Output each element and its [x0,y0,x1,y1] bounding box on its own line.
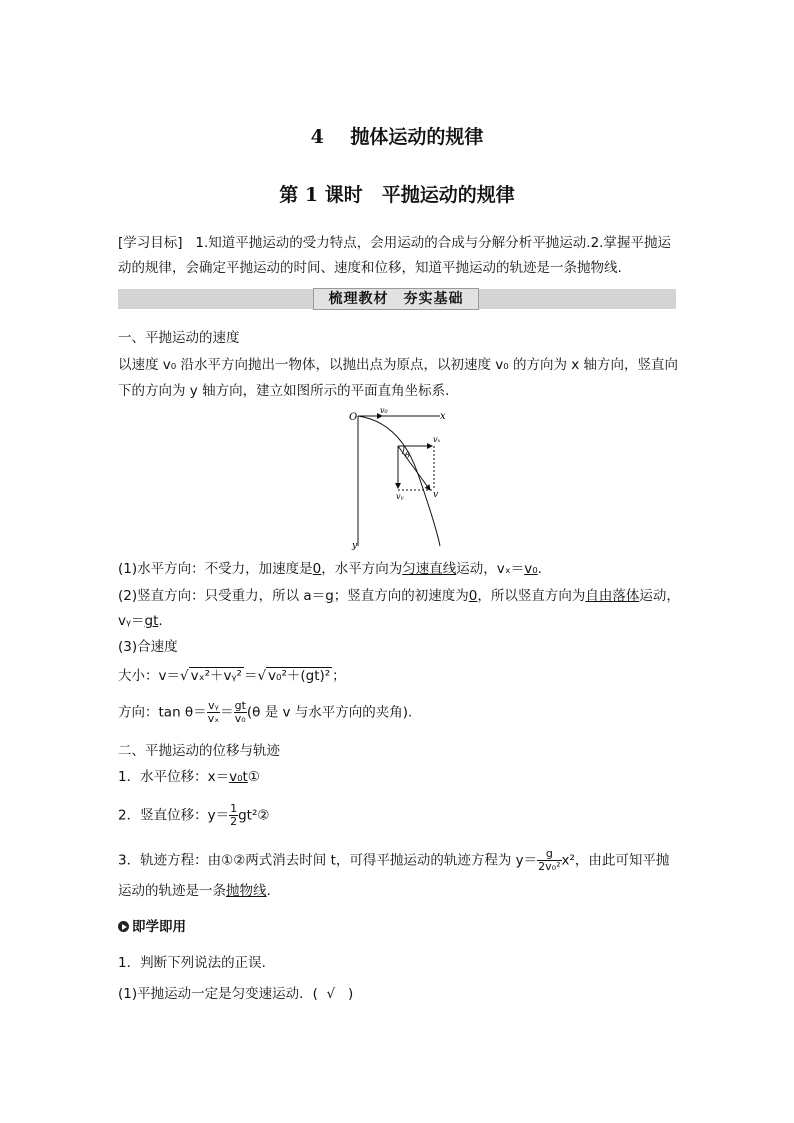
numerator: vᵧ [208,699,219,712]
answer-blank: gt [144,613,159,629]
magnitude-formula: 大小：v＝√ vₓ²＋vᵧ² ＝√ v₀²＋(gt)² ； [118,668,346,684]
answer-blank: 抛物线 [226,883,267,899]
text-seg: ；竖直方向的初速度为 [333,588,469,604]
lesson-title: 第 1 课时 平抛运动的规律 [279,184,515,206]
goals-label: [学习目标] [118,235,183,251]
denominator: 2v₀² [538,860,561,873]
practice-heading [118,917,186,937]
chapter-title [0,122,794,149]
vy-label: vᵧ [396,492,404,501]
text-seg: ＝ [243,668,258,684]
fraction [229,803,238,828]
section-banner: 梳理教材 夯实基础 [313,288,479,310]
answer-blank: 自由落体 [585,588,640,604]
text-seg: 方向：tan θ＝ [118,704,207,721]
vertical-direction-line2 [118,611,163,631]
answer-check: √ [326,986,336,1002]
numerator: 1 [230,802,238,815]
text-seg: (1)平抛运动一定是匀变速运动．( [118,986,318,1002]
chapter-number: 4 [310,126,324,148]
text-seg: ，所以竖直方向为 [477,588,586,604]
answer-blank: 0 [468,588,478,604]
part1-heading: 一、平抛运动的速度 [118,330,240,346]
text-seg: vᵧ＝ [118,613,145,629]
numerator: gt [234,699,246,712]
direction-formula [118,700,412,725]
numerator: g [537,848,561,861]
denominator: 2 [230,815,238,828]
text-seg: . [266,883,271,899]
horizontal-displacement [118,767,260,787]
theta-label: θ [405,451,410,460]
answer-blank: 匀速直线 [402,561,457,577]
x-axis-label: x [440,411,446,422]
text-seg: 大小：v＝ [118,668,180,684]
text-seg: 2．竖直位移：y＝ [118,807,230,824]
trajectory-equation-line2 [118,881,271,901]
text-seg: (2)竖直方向：只受重力，所以 a＝ [118,588,326,604]
sqrt-expr: vₓ²＋vᵧ² [190,668,242,684]
part2-heading: 二、平抛运动的位移与轨迹 [118,743,280,759]
denominator: v₀ [234,712,246,725]
answer-blank: v₀t [229,769,248,785]
v0-label: v₀ [380,406,388,415]
equation-mark: ② [257,807,270,824]
theta-arc [402,446,404,454]
chapter-title-text: 抛体运动的规律 [350,126,484,148]
text-seg: . [158,613,163,629]
text-seg: 1．水平位移：x＝ [118,769,230,785]
text-seg: 3．轨迹方程：由①②两式消去时间 t，可得平抛运动的轨迹方程为 y＝ [118,852,538,869]
vertical-direction-line1 [118,586,680,606]
fraction [234,700,247,725]
part1-intro-line2: 下的方向为 y 轴方向，建立如图所示的平面直角坐标系. [118,383,450,399]
learning-goals-line2: 动的规律，会确定平抛运动的时间、速度和位移，知道平抛运动的轨迹是一条抛物线. [118,260,622,276]
answer-blank: v₀ [524,561,538,577]
text-seg: (θ 是 v 与水平方向的夹角). [246,704,413,721]
text-seg: ) [347,986,354,1002]
text-seg: ； [332,668,346,684]
text-seg: gt² [238,807,258,824]
trajectory-equation-line1 [118,848,669,873]
learning-goals-line1 [118,233,671,253]
denominator: vₓ [207,712,220,725]
vx-label: vₓ [433,435,441,444]
goals-text-1: 1.知道平抛运动的受力特点，会用运动的合成与分解分析平抛运动.2.掌握平抛运 [195,235,671,251]
part1-intro-line1: 以速度 v₀ 沿水平方向抛出一物体，以抛出点为原点，以初速度 v₀ 的方向为 x 轴方向，竖直向 [118,357,679,373]
answer-blank: g [325,588,334,604]
fraction [207,700,220,725]
text-seg: ，水平方向为 [321,561,403,577]
fraction [537,848,561,873]
text-seg: ＝ [220,704,234,721]
sqrt-expr: v₀²＋(gt)² [268,668,331,684]
play-circle-icon [118,921,129,932]
text-seg: (1)水平方向：不受力，加速度是 [118,561,313,577]
text-seg: 运动，vₓ＝ [456,561,525,577]
projectile-figure [340,404,460,552]
v-label: v [433,490,439,500]
vertical-displacement [118,803,269,828]
answer-blank: 0 [312,561,322,577]
equation-mark: ① [247,769,260,785]
text-seg: x²，由此可知平抛 [561,852,670,869]
text-seg: . [537,561,542,577]
text-seg: 运动， [639,588,680,604]
combined-velocity-heading: (3)合速度 [118,639,178,655]
text-seg: 运动的轨迹是一条 [118,883,226,899]
practice-heading-text: 即学即用 [132,919,186,935]
y-axis-label: y [352,541,358,551]
question-1-1 [118,984,353,1004]
origin-label: O [349,412,358,423]
question-1: 1．判断下列说法的正误． [118,955,276,971]
horizontal-direction-line [118,559,542,579]
trajectory-curve [358,416,440,546]
